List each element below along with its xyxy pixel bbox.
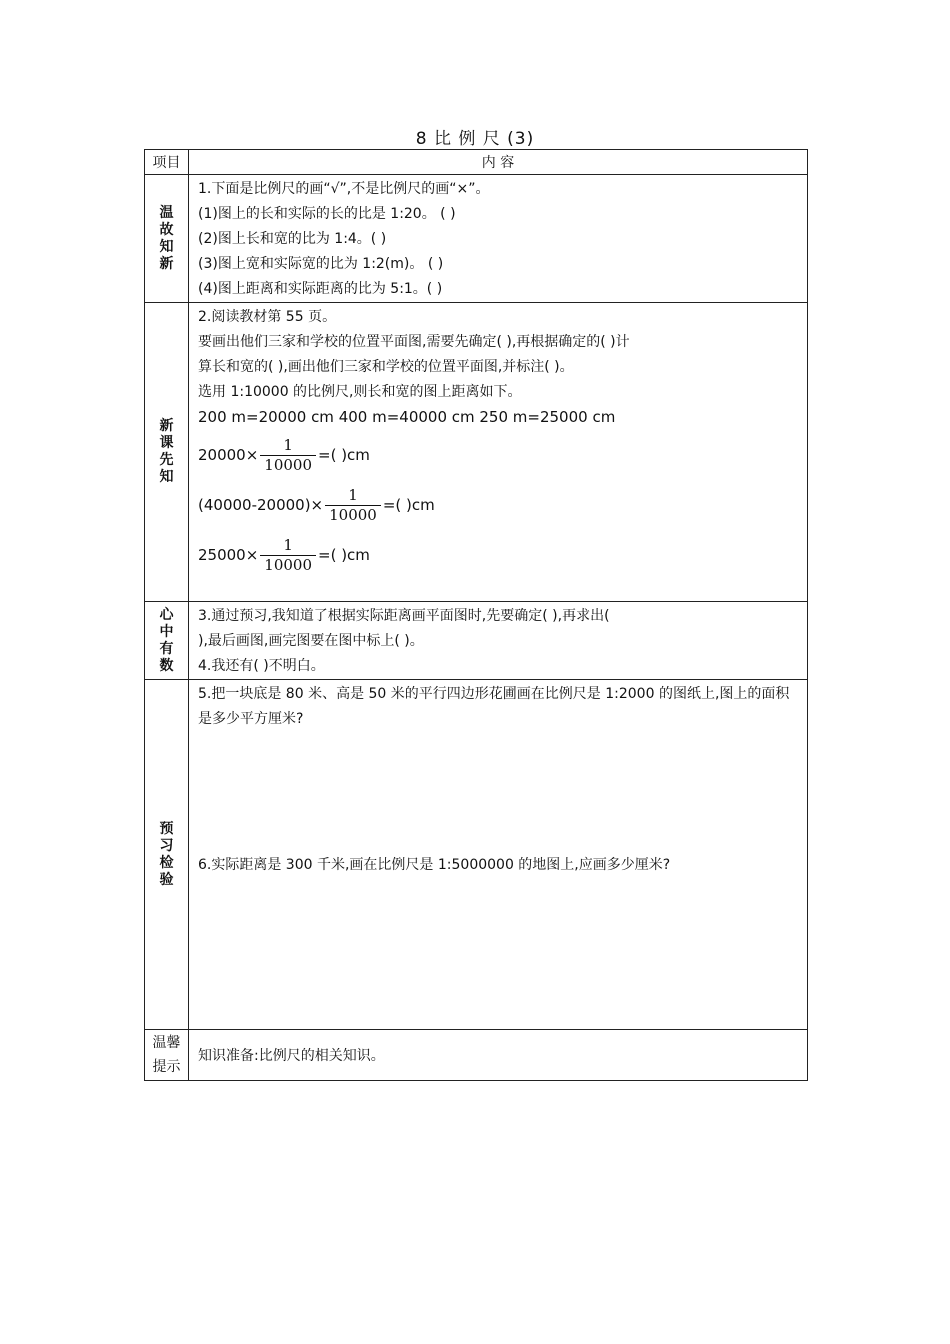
newlesson-fill-2: 算长和宽的( ),画出他们三家和学校的位置平面图,并标注( )。: [198, 359, 574, 375]
header-item-label: 项目: [145, 150, 189, 175]
review-content: [189, 175, 808, 303]
review-label: 温故知新: [145, 175, 189, 303]
review-item-1: (1)图上的长和实际的长的比是 1:20。 ( ): [198, 206, 456, 222]
formula-1-fraction: [260, 436, 316, 475]
formula-3-answer-blank: =( )cm: [318, 545, 370, 564]
check-row: [145, 680, 808, 1030]
formula-2-answer-blank: =( )cm: [382, 495, 435, 514]
formula-1-prefix: 20000×: [198, 445, 259, 464]
check-label: 预习检验: [145, 680, 189, 1030]
check-question-5: 5.把一块底是 80 米、高是 50 米的平行四边形花圃画在比例尺是 1:2000 的图纸上,图上的面积是多少平方厘米?: [198, 686, 790, 727]
formula-2-denominator: 10000: [325, 505, 381, 525]
formula-1-denominator: 10000: [260, 455, 316, 475]
header-row: [145, 150, 808, 175]
review-question: 1.下面是比例尺的画“√”,不是比例尺的画“×”。: [198, 181, 490, 197]
header-content-label: 内 容: [189, 150, 808, 175]
formula-2-numerator: 1: [348, 485, 358, 504]
review-row: [145, 175, 808, 303]
formula-3-fraction: [260, 536, 316, 575]
answer-space-5: [198, 732, 799, 853]
summary-label: 心中有数: [145, 602, 189, 680]
formula-3-denominator: 10000: [260, 555, 316, 575]
preview-table: [144, 149, 808, 1081]
summary-fill-1: 3.通过预习,我知道了根据实际距离画平面图时,先要确定( ),再求出(: [198, 608, 610, 624]
summary-row: [145, 602, 808, 680]
newlesson-conversions: 200 m=20000 cm 400 m=40000 cm 250 m=25000 cm: [198, 408, 616, 426]
formula-1-answer-blank: =( )cm: [318, 445, 370, 464]
summary-question-4: 4.我还有( )不明白。: [198, 658, 325, 674]
formula-2-fraction: [325, 486, 381, 525]
review-item-3: (3)图上宽和实际宽的比为 1:2(m)。 ( ): [198, 256, 444, 272]
review-item-4: (4)图上距离和实际距离的比为 5:1。( ): [198, 281, 443, 297]
newlesson-label: 新课先知: [145, 303, 189, 602]
formula-3-prefix: 25000×: [198, 545, 259, 564]
check-question-6: 6.实际距离是 300 千米,画在比例尺是 1:5000000 的地图上,应画多少厘米?: [198, 857, 671, 873]
tips-row: [145, 1030, 808, 1081]
tips-text: 知识准备:比例尺的相关知识。: [189, 1030, 808, 1081]
summary-content: [189, 602, 808, 680]
review-item-2: (2)图上长和宽的比为 1:4。( ): [198, 231, 387, 247]
newlesson-row: [145, 303, 808, 602]
newlesson-question: 2.阅读教材第 55 页。: [198, 309, 337, 325]
summary-fill-2: ),最后画图,画完图要在图中标上( )。: [198, 633, 424, 649]
check-content: [189, 680, 808, 1030]
tips-label: 温馨 提示: [145, 1030, 189, 1081]
newlesson-scale-note: 选用 1:10000 的比例尺,则长和宽的图上距离如下。: [198, 384, 522, 400]
formula-3-numerator: 1: [283, 535, 293, 554]
formula-2-prefix: (40000-20000)×: [198, 495, 324, 514]
formula-1-numerator: 1: [283, 435, 293, 454]
formula-2: [198, 480, 799, 530]
formula-1: [198, 430, 799, 480]
newlesson-fill-1: 要画出他们三家和学校的位置平面图,需要先确定( ),再根据确定的( )计: [198, 334, 630, 350]
formula-3: [198, 530, 799, 580]
page-title: 8 比 例 尺 (3): [415, 129, 535, 149]
newlesson-content: [189, 303, 808, 602]
